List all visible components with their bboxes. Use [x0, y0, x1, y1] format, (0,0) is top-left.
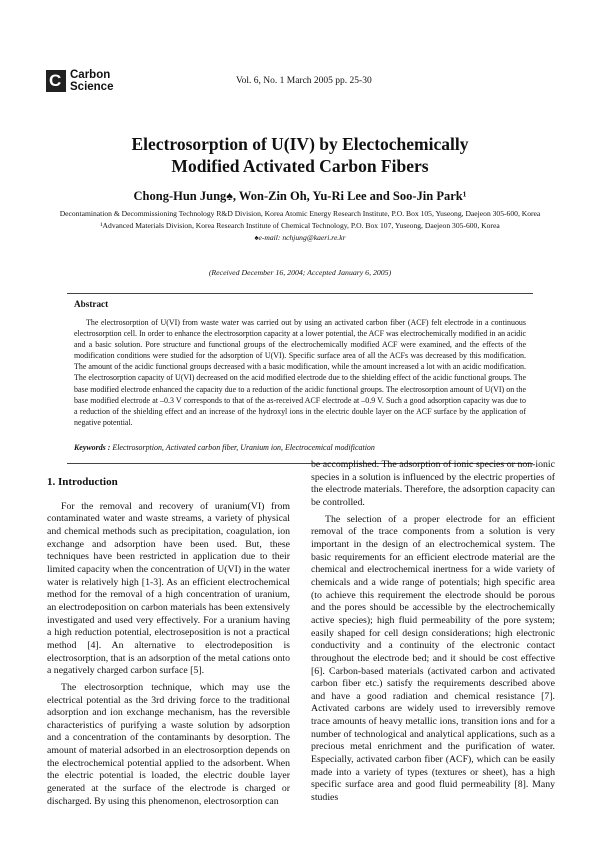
abstract-text: The electrosorption of U(VI) from waste water was carried out by using an activated carbon fiber (ACF) felt electrode in a continuous electrosorption cell. In order to enhance the electrosorption capacity at a lower potential, the ACF was electrochemically modified in an acidic and a basic solution. Pore structure and functional groups of the electrochemically modified ACF were examined, and the effects of the modification conditions were studied for the adsorption of U(VI). Specific surface area of all the ACFs was decreased by this modification. The amount of the acidic functional groups decreased with a basic modification, while the amount increased a lot with an acidic modification. The electrosorption capacity of U(VI) decreased on the acid modified electrode due to the shielding effect of the acidic functional groups. The base modified electrode enhanced the capacity due to a reduction of the acidic functional groups. The electrosorption amount of U(VI) on the base modified electrode at –0.3 V corresponds to that of the as-received ACF electrode at –0.9 V. Such a good adsorption capacity was due to a reduction of the shielding effect and an increase of the hydroxyl ions in the electric double layer on the ACF surface by the application of negative potential.	[74, 318, 526, 427]
paragraph: The selection of a proper electrode for an efficient removal of the trace components from a solution is very important in the design of an electrochemical system. The basic requirements for an efficient electrode material are the chemical and electrochemical inertness for a wide variety of chemicals and a wide range of potentials; high specific area (to achieve this requirement the electrode should be porous and the pores should be accessible by the electrochemically active species); high fluid permeability of the pore system; easily shaped for cell design considerations; high electronic conductivity and a continuity of the electronic contact throughout the electrode bed; and it should be cost effective [6]. Carbon-based materials (activated carbon and activated carbon fiber etc.) satisfy the requirements described above and have a good radiation and chemical resistance [7]. Activated carbons are widely used to irreversibly remove trace amounts of heavy metallic ions, transition ions and for a number of technological and analytical applications, such as a precious metal enrichment and the purification of water. Especially, activated carbon fiber (ACF), which can be easily made into a variety of types (textures or sheet), has a high specific surface area and good fluid permeability [8]. Many studies	[311, 513, 555, 804]
volume-info: Vol. 6, No. 1 March 2005 pp. 25-30	[236, 76, 372, 86]
title-line2: Modified Activated Carbon Fibers	[171, 156, 429, 176]
journal-name-line1: Carbon	[70, 69, 111, 81]
keywords	[74, 443, 526, 452]
author-email: ♠e-mail: nchjung@kaeri.re.kr	[254, 233, 346, 242]
keywords-list: Electrosorption, Activated carbon fiber, Uranium ion, Electrocemical modification	[112, 443, 375, 452]
column-left	[47, 476, 290, 808]
affiliation-1: Decontamination & Decommissioning Technology R&D Division, Korea Atomic Energy Research Institute, P.O. Box 105, Yuseong, Daejeon 305-600, Korea	[59, 209, 541, 218]
author-list: Chong-Hun Jung♠, Won-Zin Oh, Yu-Ri Lee and Soo-Jin Park¹	[133, 189, 467, 203]
received-dates: (Received December 16, 2004; Accepted January 6, 2005)	[208, 268, 392, 277]
column-right	[311, 459, 555, 805]
journal-name	[70, 70, 113, 93]
title-line1: Electrosorption of U(IV) by Electochemically	[131, 134, 469, 154]
keywords-label: Keywords :	[74, 443, 113, 452]
paragraph: be accomplished. The adsorption of ionic species or non-ionic species in a solution is influenced by the electric properties of the electrode materials. Therefore, the adsorption capacity can be controlled.	[311, 459, 555, 508]
paragraph: For the removal and recovery of uranium(VI) from contaminated water and waste streams, a variety of physical and chemical methods such as precipitation, coagulation, ion exchange and adsorption have been used. But, these techniques have been restricted in application due to their limited capacity when the concentration of U(VI) in the water water is relatively high [1-3]. As an efficient electrochemical method for the removal of a high concentration of uranium, an electrodeposition on carbon materials has been extensively investigated and used very effectively. For a uranium having a high reduction potential, electroseposition is not a practical method [4]. An alternative to electrodeposition is electrosorption, that is an adsorption of the metal cations onto a negatively charged carbon surface [5].	[47, 500, 290, 677]
abstract-heading: Abstract	[74, 299, 109, 309]
journal-name-line2: Science	[70, 80, 114, 93]
affiliation-2: ¹Advanced Materials Division, Korea Research Institute of Chemical Technology, P.O. Box 107, Yuseong, Daejeon 305-600, Korea	[100, 221, 500, 230]
paragraph: The electrosorption technique, which may use the electrical potential as the 3rd driving force to the traditional adsorption and ion exchange mechanism, has the reversible characteristics of purifying a waste solution by adsorption and a concentration of the contaminants by desorption. The amount of material adsorbed in an electrosorption depends on the electrochemical potential applied to the adsorbent. When the electric potential is loaded, the electric double layer generated at the surface of the electrode is charged or discharged. By using this phenomenon, electrosorption can	[47, 681, 290, 807]
paper-title	[40, 133, 560, 177]
section-heading-introduction: 1. Introduction	[47, 476, 118, 488]
carbon-logo-icon: C	[46, 70, 66, 92]
